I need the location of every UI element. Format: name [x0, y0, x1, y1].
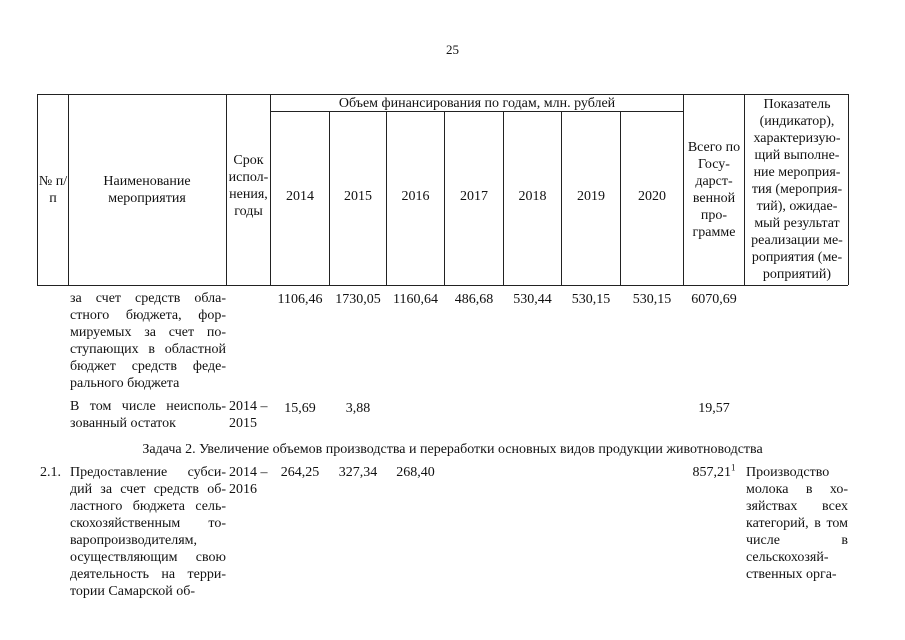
header-name: Наименование мероприятия [103, 174, 191, 206]
table-right-border [848, 94, 849, 285]
item-term: 2014 – 2016 [229, 465, 268, 497]
header-year-2014: 2014 [286, 189, 314, 204]
header-year-2018: 2018 [518, 189, 547, 204]
row1-value-2014: 1106,46 [277, 292, 323, 307]
row1-value-2018: 530,44 [513, 292, 552, 307]
item-total-footnote: 1 [731, 462, 736, 473]
col-divider-name [68, 94, 69, 285]
header-year-2019: 2019 [577, 189, 605, 204]
header-term: Срок испол-нения, годы [228, 153, 269, 219]
item-value-2016: 268,40 [396, 465, 435, 480]
header-year-2017: 2017 [460, 189, 488, 204]
row2-term: 2014 – 2015 [229, 399, 268, 431]
row2-value-2014: 15,69 [284, 401, 316, 416]
page-number: 25 [446, 42, 459, 57]
header-indicator: Показатель (индикатор), характеризую-щий выполне-ние мероприя-тия (мероприя-тий), ожидае-мый результат реализации ме-роприятия (ме-роприятий) [751, 97, 843, 282]
item-value-2015: 327,34 [338, 465, 378, 480]
row1-value-2020: 530,15 [632, 292, 672, 307]
item-number: 2.1. [40, 465, 61, 480]
row1-value-2016: 1160,64 [393, 292, 438, 307]
row1-value-2019: 530,15 [571, 292, 611, 307]
header-funding-group: Объем финансирования по годам, млн. рублей [338, 95, 616, 111]
item-total [684, 464, 744, 481]
item-total-value: 857,21 [692, 465, 731, 480]
row2-value-2015: 3,88 [345, 401, 371, 416]
header-number: № п/п [38, 174, 68, 206]
header-total: Всего по Госу-дарст-венной про-грамме [687, 140, 741, 240]
row2-total: 19,57 [698, 401, 730, 416]
row-name-unused-balance: В том числе неисполь-зованный остаток [70, 399, 226, 431]
item-indicator: Производство молока в хо-зяйствах всех категорий, в том числе в сельскохозяй-ственных орга- [746, 465, 848, 582]
item-name: Предоставление субси-дий за счет средств об-ластного бюджета сель-скохозяйственным то-варопроизводителям, осуществляющим свою деятельность на терри-тории Самарской об- [70, 465, 226, 599]
task-heading: Задача 2. Увеличение объемов производства и переработки основных видов продукции животноводства [142, 442, 763, 457]
header-bottom-border [37, 285, 848, 286]
item-value-2014: 264,25 [280, 465, 320, 480]
col-divider-indicator [744, 94, 745, 285]
row-name-federal-funds: за счет средств обла-стного бюджета, фор-мируемых за счет по-ступающих в областной бюджет средств феде-рального бюджета [70, 291, 226, 391]
row1-total: 6070,69 [691, 292, 737, 307]
header-year-2015: 2015 [344, 189, 372, 204]
header-year-2020: 2020 [638, 189, 666, 204]
header-year-2016: 2016 [401, 189, 430, 204]
row1-value-2015: 1730,05 [335, 292, 381, 307]
row1-value-2017: 486,68 [454, 292, 494, 307]
